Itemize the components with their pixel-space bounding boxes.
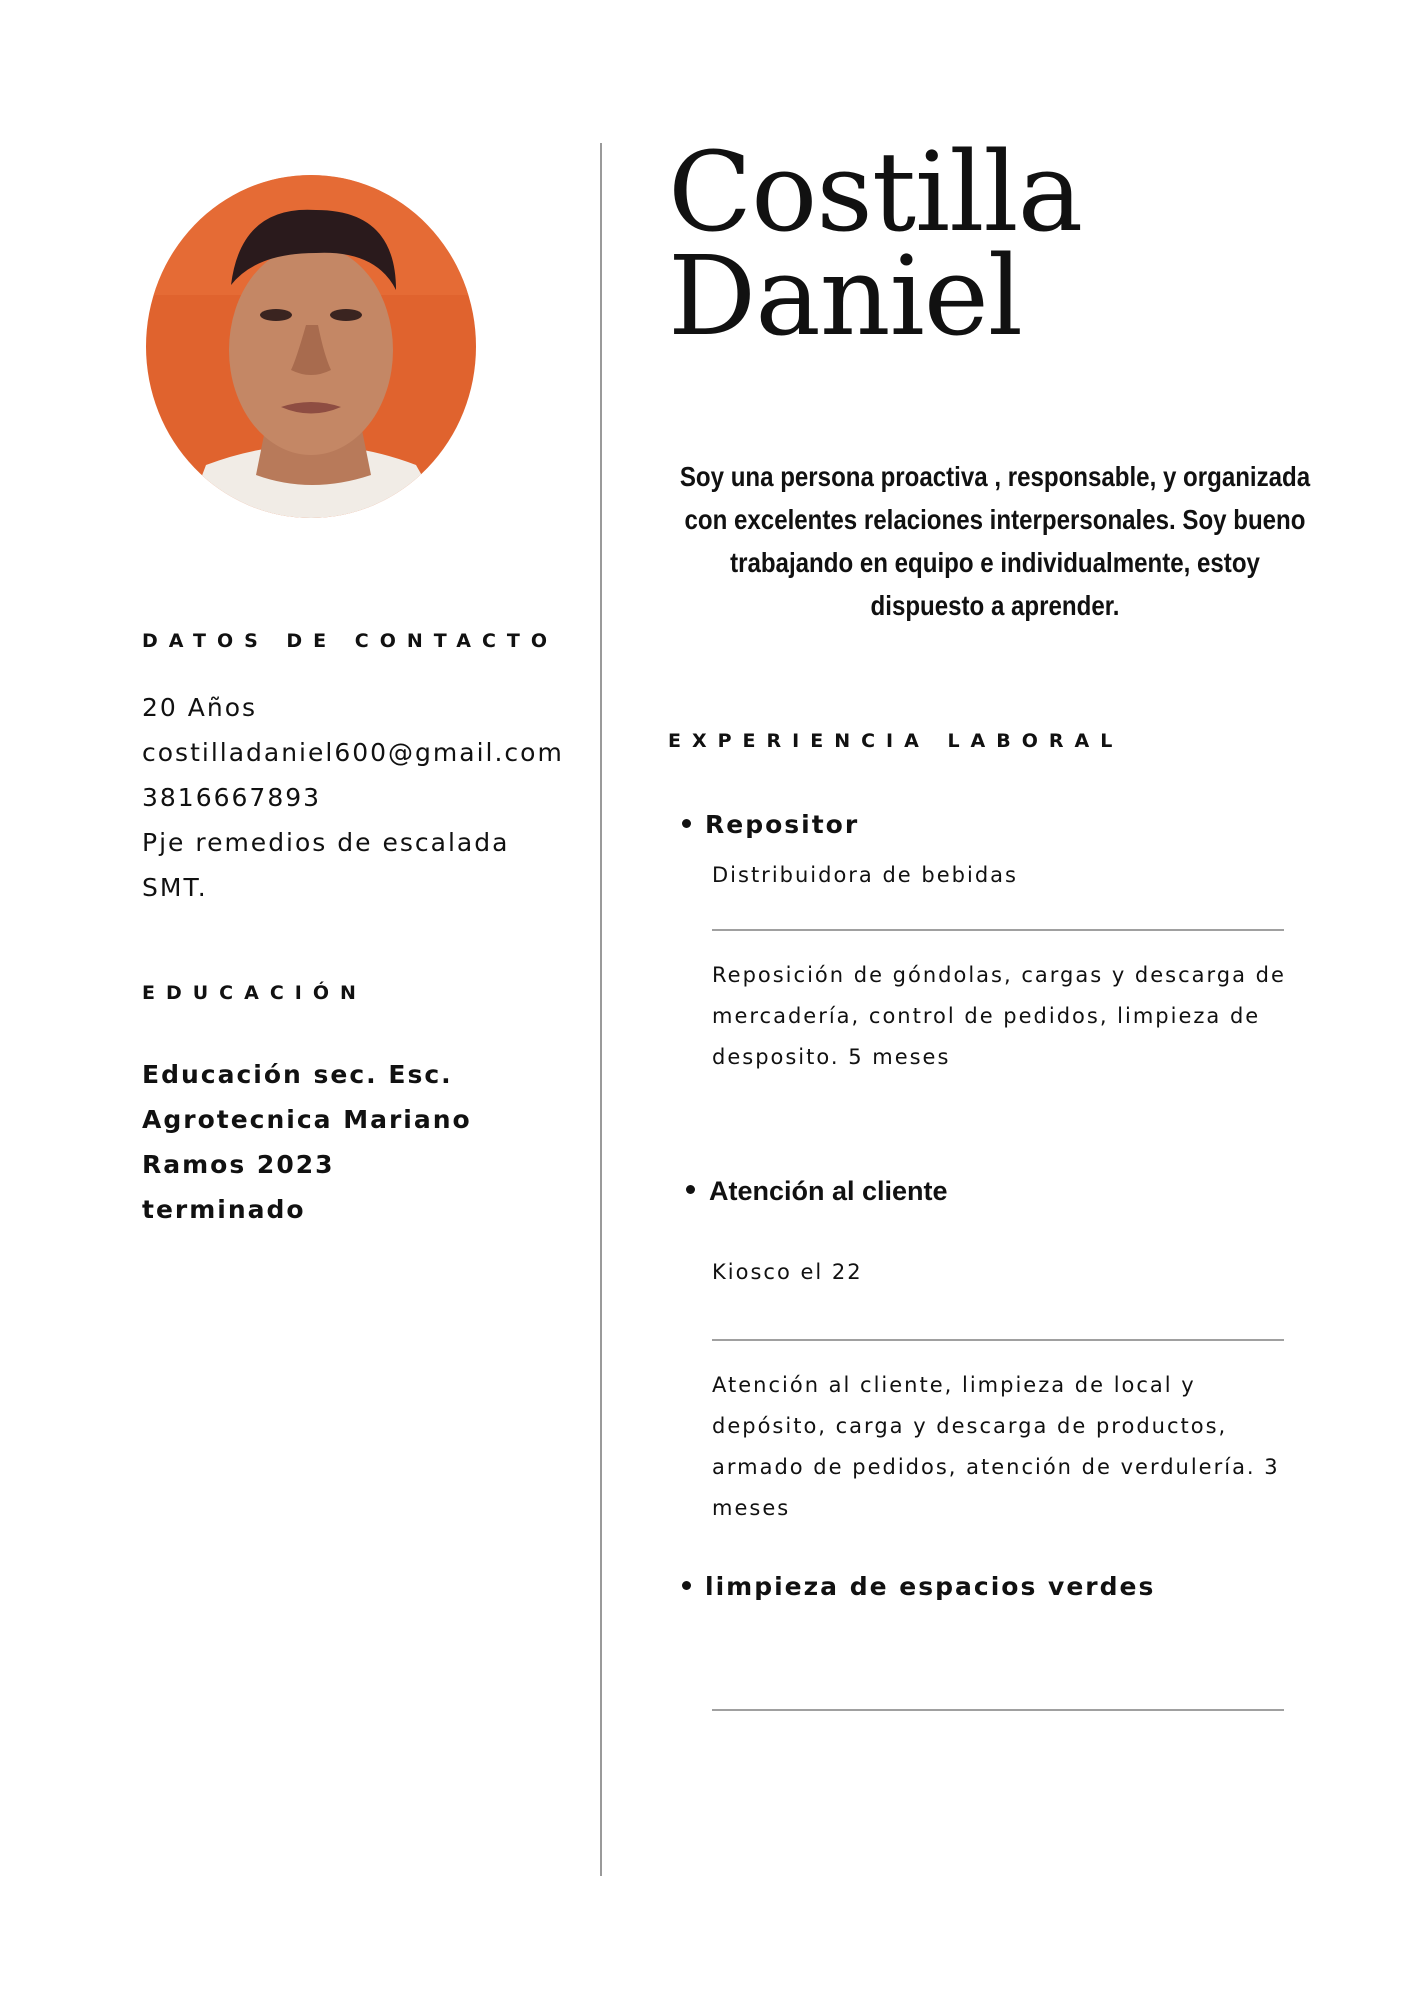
contact-email: costilladaniel600@gmail.com [142, 738, 564, 767]
job-description: Reposición de góndolas, cargas y descarga de mercadería, control de pedidos, limpieza de desposito. 5 meses [712, 963, 1286, 1069]
job-divider [712, 1709, 1284, 1711]
education-line: Educación sec. Esc. [142, 1060, 453, 1089]
contact-city: SMT. [142, 873, 208, 902]
job-title-text: limpieza de espacios verdes [705, 1572, 1156, 1601]
job-title-text: Atención al cliente [709, 1176, 948, 1206]
experience-heading: EXPERIENCIA LABORAL [668, 730, 1124, 752]
job-title-text: Repositor [705, 810, 860, 839]
job-title [682, 1572, 1155, 1601]
name-line-1: Costilla [668, 128, 1083, 256]
job-divider [712, 929, 1284, 931]
profile-photo [146, 175, 476, 518]
job-title [682, 810, 859, 839]
contact-phone: 3816667893 [142, 783, 322, 812]
job-company: Kiosco el 22 [712, 1260, 863, 1284]
name-line-2: Daniel [668, 232, 1023, 360]
contact-address: Pje remedios de escalada [142, 828, 510, 857]
job-title [686, 1176, 948, 1207]
job-divider [712, 1339, 1284, 1341]
bullet-icon [682, 1581, 691, 1590]
contact-heading: DATOS DE CONTACTO [142, 630, 559, 652]
education-line: Ramos 2023 [142, 1150, 335, 1179]
profile-photo-image [146, 175, 476, 518]
column-divider [600, 143, 602, 1876]
profile-summary: Soy una persona proactiva , responsable, y organizada con excelentes relaciones interpersonales. Soy bueno trabajando en equipo e individualmente, estoy dispuesto a aprender. [679, 461, 1311, 621]
bullet-icon [686, 1185, 695, 1194]
bullet-icon [682, 819, 691, 828]
contact-age: 20 Años [142, 693, 258, 722]
job-description: Atención al cliente, limpieza de local y depósito, carga y descarga de productos, armado de pedidos, atención de verdulería. 3 meses [712, 1373, 1280, 1520]
education-heading: EDUCACIÓN [142, 982, 367, 1004]
education-line: terminado [142, 1195, 306, 1224]
full-name [668, 128, 1368, 360]
job-company: Distribuidora de bebidas [712, 863, 1018, 887]
contact-list [142, 685, 602, 910]
education-entry [142, 1052, 562, 1232]
education-line: Agrotecnica Mariano [142, 1105, 472, 1134]
